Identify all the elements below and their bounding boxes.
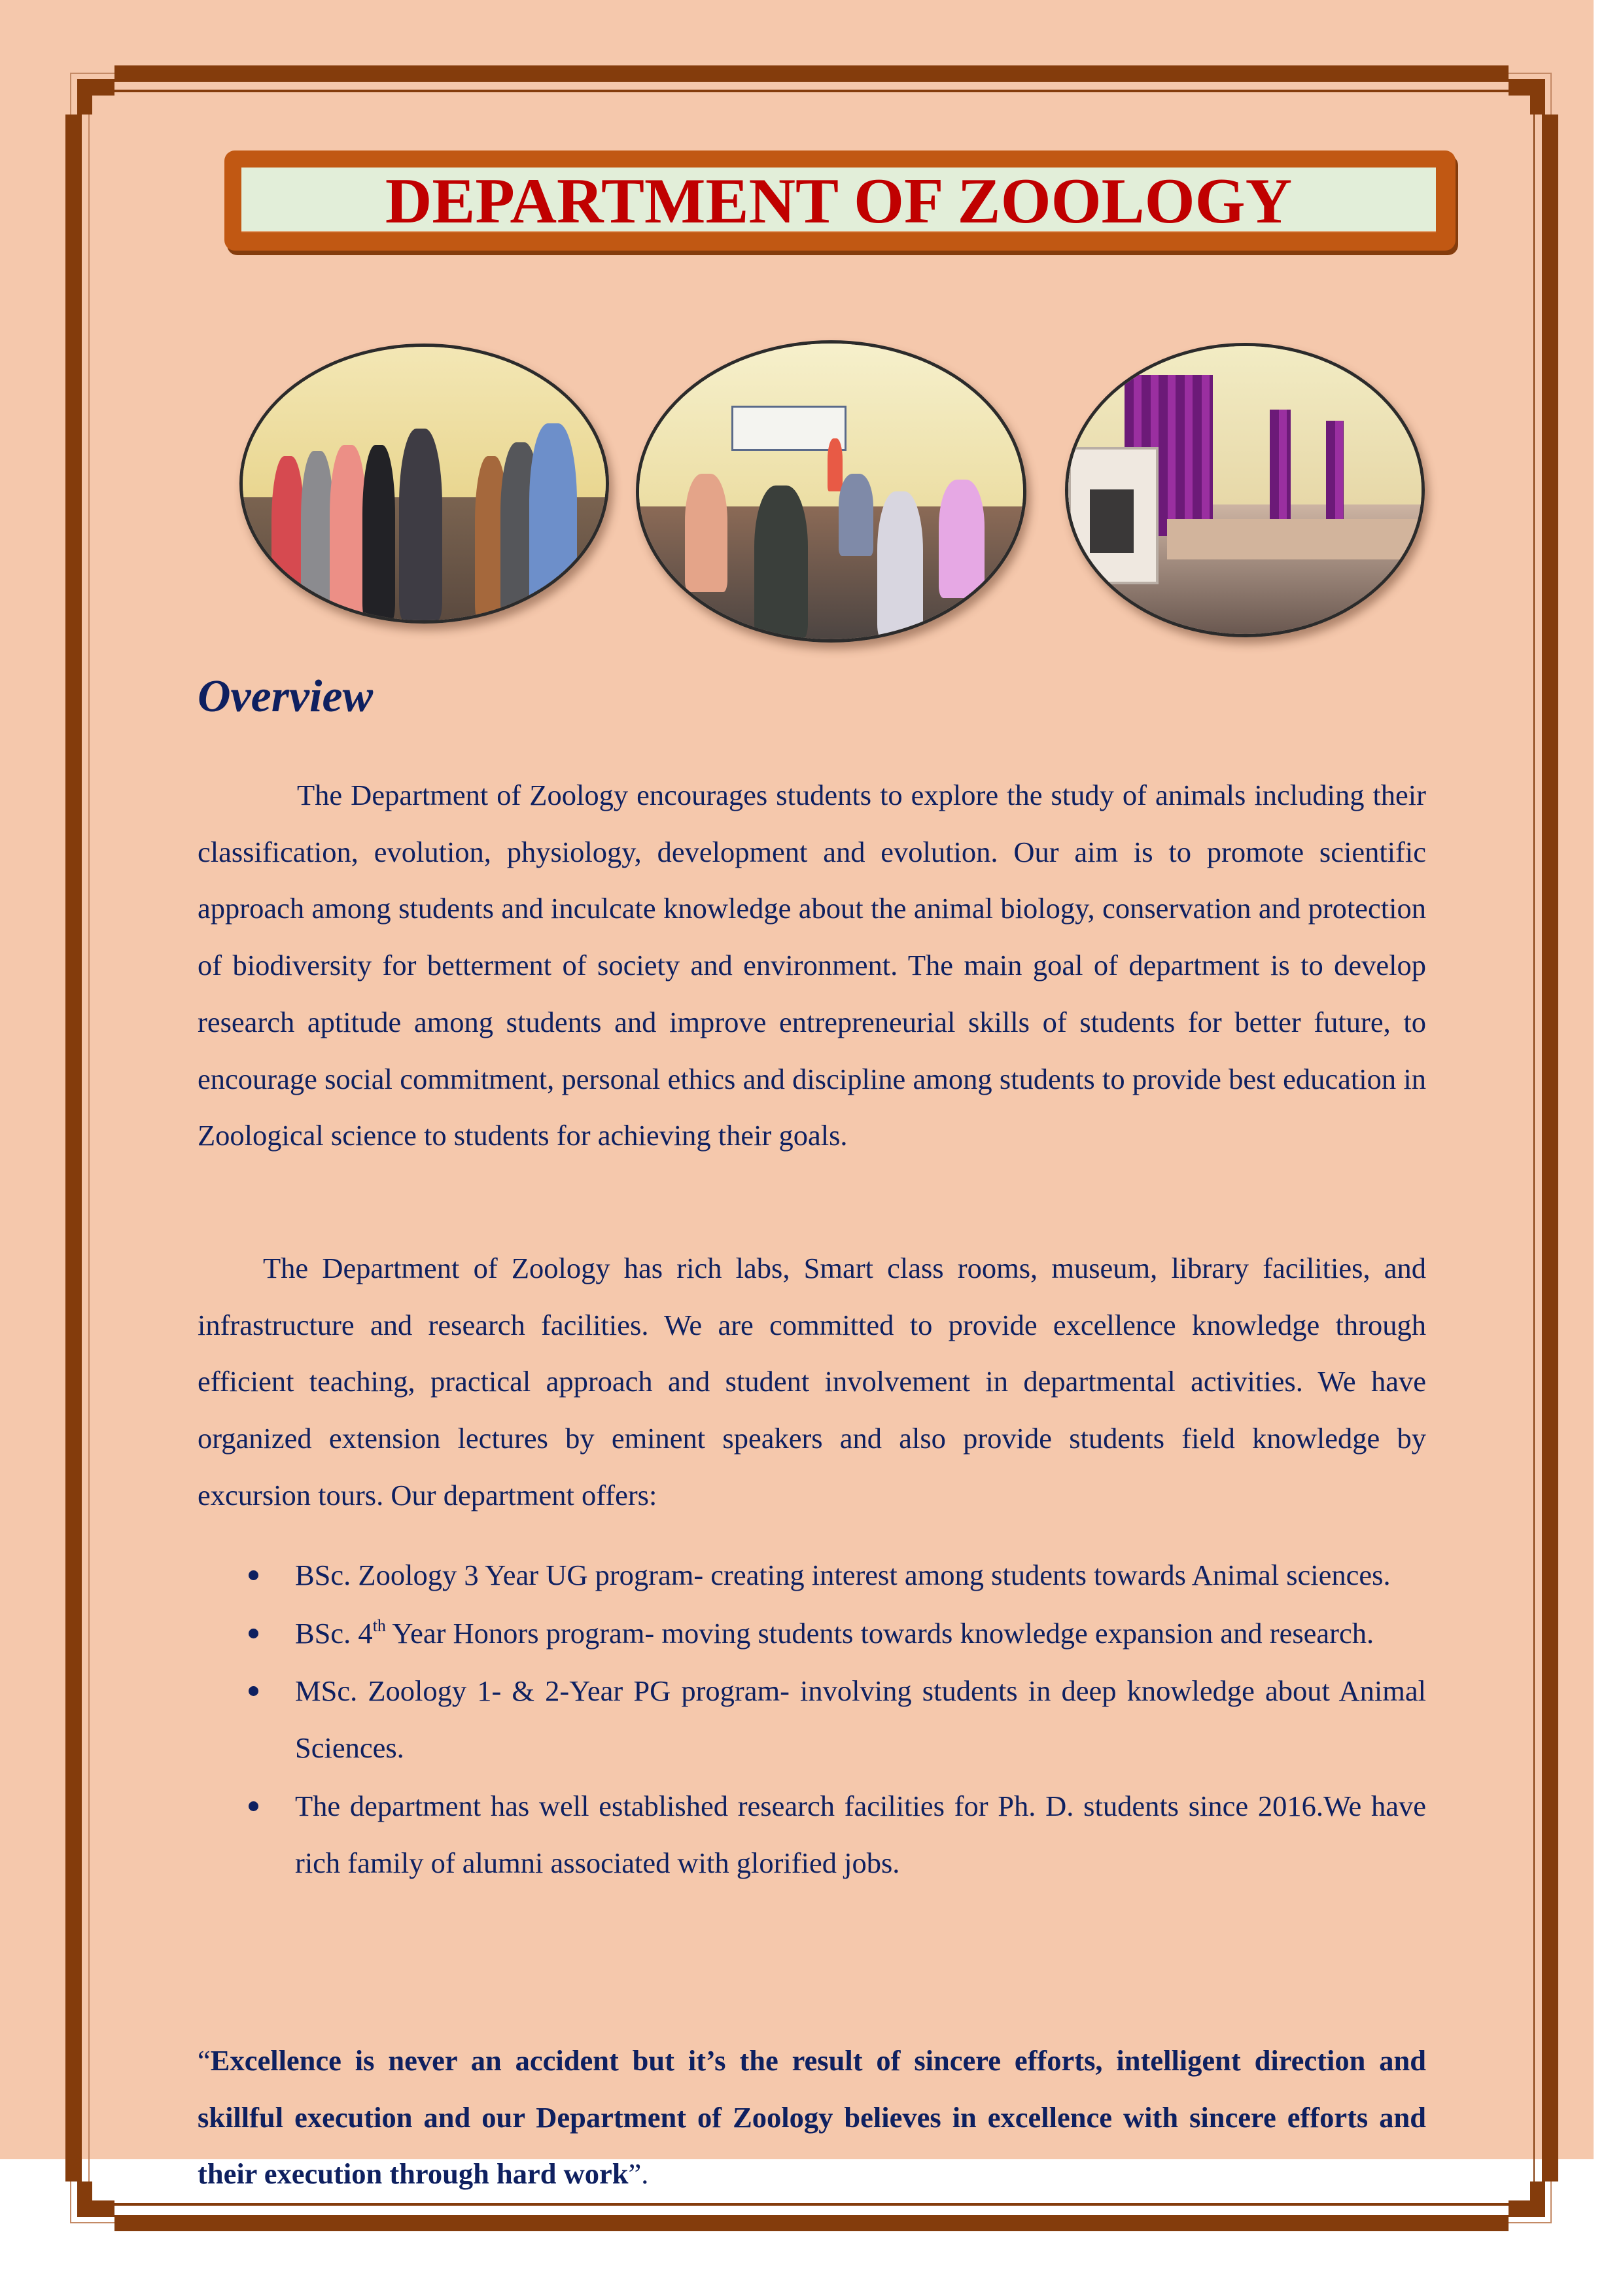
- page-title: DEPARTMENT OF ZOOLOGY: [385, 166, 1293, 237]
- bullet-icon: [249, 1629, 258, 1638]
- close-quote-mark: ”.: [628, 2157, 649, 2191]
- list-item-text-pre: BSc. 4: [295, 1616, 373, 1650]
- list-item-msc-pg: [198, 1663, 1426, 1776]
- title-banner: [224, 150, 1456, 251]
- quote-text: Excellence is never an accident but it’s the result of sincere efforts, intelligent direction and skillful execution and our Department of Zoology believes in excellence with sincere efforts and their execution through hard work: [198, 2044, 1426, 2191]
- overview-paragraph-1: The Department of Zoology encourages students to explore the study of animals including their classification, evolution, physiology, development and evolution. Our aim is to promote scientific approach among students and inculcate knowledge about the animal biology, conservation and protection of biodiversity for betterment of society and environment. The main goal of department is to develop research aptitude among students and improve entrepreneurial skills of students for better future, to encourage social commitment, personal ethics and discipline among students to provide best education in Zoological science to students for achieving their goals.: [198, 779, 1426, 1152]
- bullet-icon: [249, 1570, 258, 1580]
- overview-paragraph-2: The Department of Zoology has rich labs, Smart class rooms, museum, library facilities, and infrastructure and research facilities. We are committed to provide excellence knowledge through efficient teaching, practical approach and student involvement in departmental activities. We have organized extension lectures by eminent speakers and also provide students field knowledge by excursion tours. Our department offers:: [198, 1252, 1426, 1511]
- programs-list: [198, 1547, 1426, 1892]
- department-motto-quote: [198, 2032, 1426, 2202]
- photo-demonstration-in-lab: [239, 344, 609, 624]
- list-item-text: The department has well established research facilities for Ph. D. students since 2016.We have rich family of alumni associated with glorified jobs.: [295, 1789, 1426, 1879]
- list-item-phd: [198, 1778, 1426, 1891]
- list-item-bsc-ug: [198, 1547, 1426, 1604]
- open-quote-mark: “: [198, 2044, 211, 2077]
- title-panel: [241, 166, 1436, 237]
- list-item-bsc-honors: [198, 1605, 1426, 1662]
- photo-classroom-lecture: [636, 340, 1026, 643]
- bullet-icon: [249, 1686, 258, 1696]
- list-item-text: MSc. Zoology 1- & 2-Year PG program- involving students in deep knowledge about Animal Sciences.: [295, 1674, 1426, 1765]
- list-item-text: BSc. Zoology 3 Year UG program- creating interest among students towards Animal sciences.: [295, 1559, 1391, 1591]
- list-item-text-post: Year Honors program- moving students towards knowledge expansion and research.: [385, 1616, 1374, 1650]
- section-heading-overview: Overview: [198, 671, 374, 722]
- photo-zoology-laboratory: [1065, 343, 1425, 637]
- ordinal-suffix: th: [372, 1616, 386, 1635]
- bullet-icon: [249, 1801, 258, 1811]
